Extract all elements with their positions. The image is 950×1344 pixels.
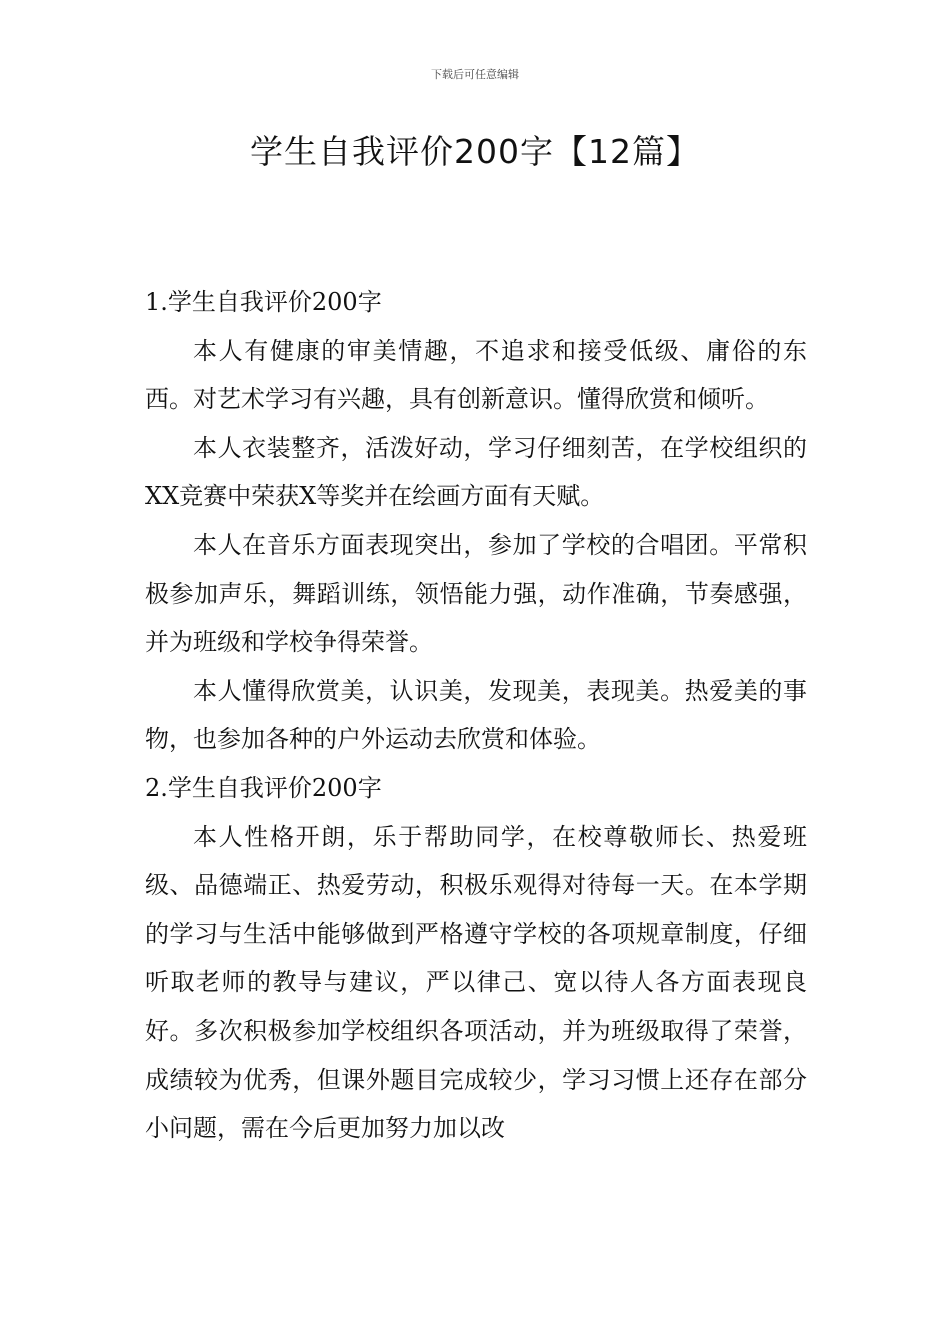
document-body — [145, 278, 807, 1153]
section-heading: 2.学生自我评价200字 — [145, 773, 382, 802]
paragraph: 本人衣装整齐，活泼好动，学习仔细刻苦，在学校组织的XX竞赛中荣获X等奖并在绘画方面有天赋。 — [145, 433, 807, 511]
paragraph: 本人在音乐方面表现突出，参加了学校的合唱团。平常积极参加声乐，舞蹈训练，领悟能力强，动作准确，节奏感强，并为班级和学校争得荣誉。 — [145, 530, 807, 657]
document-title: 学生自我评价200字【12篇】 — [250, 132, 700, 171]
section-1 — [145, 278, 807, 764]
section-heading: 1.学生自我评价200字 — [145, 288, 382, 316]
paragraph: 本人有健康的审美情趣，不追求和接受低级、庸俗的东西。对艺术学习有兴趣，具有创新意识。懂得欣赏和倾听。 — [145, 336, 807, 414]
paragraph: 本人懂得欣赏美，认识美，发现美，表现美。热爱美的事物，也参加各种的户外运动去欣赏和体验。 — [145, 676, 807, 754]
paragraph: 本人性格开朗，乐于帮助同学，在校尊敬师长、热爱班级、品德端正、热爱劳动，积极乐观得对待每一天。在本学期的学习与生活中能够做到严格遵守学校的各项规章制度，仔细听取老师的教导与建议，严以律己、宽以待人各方面表现良好。多次积极参加学校组织各项活动，并为班级取得了荣誉，成绩较为优秀，但课外题目完成较少，学习习惯上还存在部分小问题，需在今后更加努力加以改 — [145, 822, 807, 1143]
section-2 — [145, 764, 807, 1153]
header-note: 下载后可任意编辑 — [431, 68, 519, 81]
